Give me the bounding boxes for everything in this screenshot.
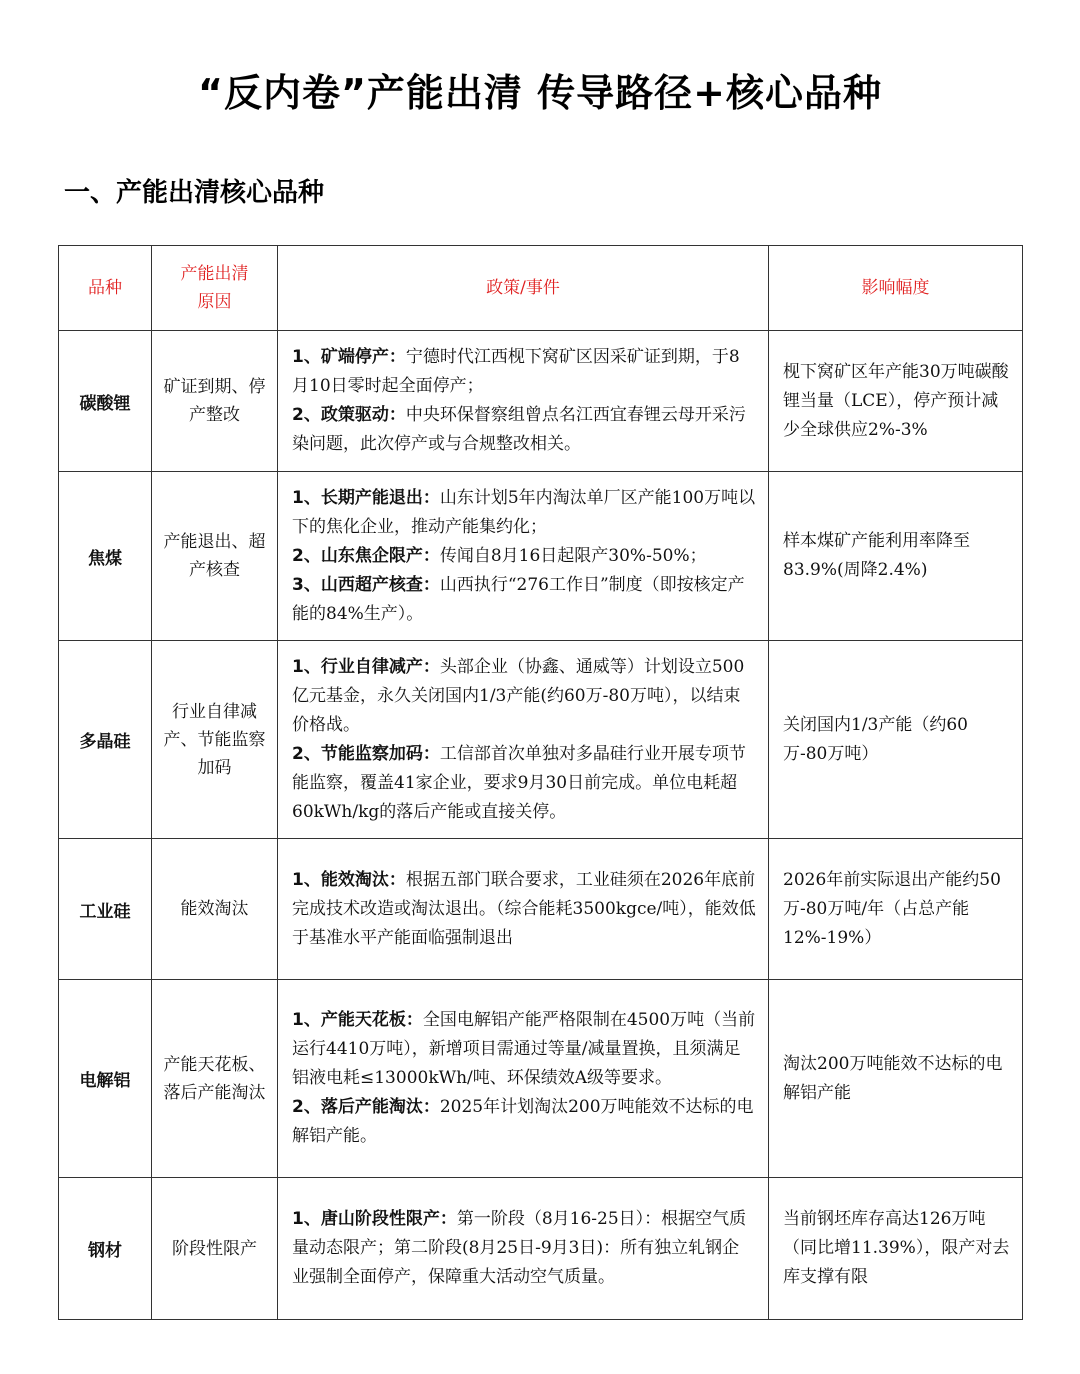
policy-item-text: 工信部首次单独对多晶硅行业开展专项节能监察，覆盖41家企业，要求9月30日前完成。单位电耗超60kWh/kg的落后产能或直接关停。 (292, 743, 746, 822)
policy-item-text: 传闻自8月16日起限产30%-50%； (439, 545, 707, 566)
header-reason-text: 产能出清原因 (180, 264, 249, 312)
variety-cell: 碳酸锂 (59, 331, 152, 472)
table-row (59, 641, 1023, 839)
policy-cell (278, 980, 769, 1178)
policy-item-label: 1、产能天花板： (292, 1010, 423, 1030)
impact-cell: 关闭国内1/3产能（约60万-80万吨） (769, 641, 1023, 839)
table-row (59, 472, 1023, 641)
policy-item-text: 2025年计划淘汰200万吨能效不达标的电解铝产能。 (292, 1097, 754, 1146)
policy-item-label: 2、政策驱动： (292, 405, 406, 425)
policy-item-text: 第一阶段（8月16-25日）：根据空气质量动态限产；第二阶段(8月25日-9月3日)：所有独立轧钢企业强制全面停产，保障重大活动空气质量。 (292, 1209, 747, 1287)
policy-item-text: 山东计划5年内淘汰单厂区产能100万吨以下的焦化企业，推动产能集约化； (292, 487, 756, 537)
impact-cell: 样本煤矿产能利用率降至83.9%(周降2.4%) (769, 472, 1023, 641)
variety-cell: 焦煤 (59, 472, 152, 641)
capacity-table (58, 245, 1023, 1320)
policy-item (292, 343, 756, 401)
policy-item-text: 根据五部门联合要求，工业硅须在2026年底前完成技术改造或淘汰退出。（综合能耗3500kgce/吨），能效低于基准水平产能面临强制退出 (292, 869, 756, 948)
impact-cell: 淘汰200万吨能效不达标的电解铝产能 (769, 980, 1023, 1178)
variety-cell: 多晶硅 (59, 641, 152, 839)
policy-item-label: 3、山西超产核查： (292, 574, 440, 595)
policy-cell (278, 472, 769, 641)
header-impact: 影响幅度 (769, 246, 1023, 331)
policy-item-label: 1、长期产能退出： (292, 487, 440, 508)
section-heading: 一、产能出清核心品种 (64, 178, 325, 208)
policy-item-label: 1、能效淘汰： (292, 869, 406, 890)
reason-cell: 行业自律减产、节能监察加码 (152, 641, 278, 839)
variety-cell: 工业硅 (59, 839, 152, 980)
policy-item (292, 1006, 756, 1093)
policy-item (292, 1205, 756, 1292)
header-reason (152, 246, 278, 331)
table-row (59, 980, 1023, 1178)
policy-item (292, 401, 756, 459)
policy-item-text: 全国电解铝产能严格限制在4500万吨（当前运行4410万吨），新增项目需通过等量/减量置换，且须满足铝液电耗≤13000kWh/吨、环保绩效A级等要求。 (292, 1010, 756, 1088)
policy-item (292, 1093, 756, 1151)
variety-cell: 钢材 (59, 1178, 152, 1320)
table-header-row (59, 246, 1023, 331)
policy-item-text: 宁德时代江西枧下窝矿区因采矿证到期，于8月10日零时起全面停产； (292, 347, 740, 396)
policy-item (292, 571, 756, 629)
impact-cell: 当前钢坯库存高达126万吨（同比增11.39%），限产对去库支撑有限 (769, 1178, 1023, 1320)
policy-item-label: 1、矿端停产： (292, 347, 406, 367)
policy-item-text: 山西执行“276工作日”制度（即按核定产能的84%生产）。 (292, 574, 745, 624)
policy-cell (278, 331, 769, 472)
policy-item (292, 542, 756, 571)
reason-cell: 能效淘汰 (152, 839, 278, 980)
policy-item-label: 1、行业自律减产： (292, 656, 440, 677)
table-row (59, 839, 1023, 980)
policy-cell (278, 1178, 769, 1320)
impact-cell: 枧下窝矿区年产能30万吨碳酸锂当量（LCE），停产预计减少全球供应2%-3% (769, 331, 1023, 472)
policy-item-label: 2、节能监察加码： (292, 743, 440, 764)
table-row (59, 331, 1023, 472)
policy-cell (278, 641, 769, 839)
header-policy: 政策/事件 (278, 246, 769, 331)
reason-cell: 产能退出、超产核查 (152, 472, 278, 641)
header-variety: 品种 (59, 246, 152, 331)
table-row (59, 1178, 1023, 1320)
policy-cell (278, 839, 769, 980)
policy-item-text: 中央环保督察组曾点名江西宜春锂云母开采污染问题，此次停产或与合规整改相关。 (292, 405, 746, 454)
reason-cell: 产能天花板、落后产能淘汰 (152, 980, 278, 1178)
policy-item (292, 866, 756, 953)
impact-cell: 2026年前实际退出产能约50万-80万吨/年（占总产能12%-19%） (769, 839, 1023, 980)
policy-item (292, 740, 756, 827)
policy-item-label: 2、山东焦企限产： (292, 545, 440, 566)
reason-cell: 矿证到期、停产整改 (152, 331, 278, 472)
page-title: “反内卷”产能出清 传导路径+核心品种 (197, 71, 883, 115)
policy-item-label: 2、落后产能淘汰： (292, 1097, 440, 1117)
variety-cell: 电解铝 (59, 980, 152, 1178)
policy-item (292, 484, 756, 542)
policy-item (292, 653, 756, 740)
policy-item-label: 1、唐山阶段性限产： (292, 1209, 457, 1229)
reason-cell: 阶段性限产 (152, 1178, 278, 1320)
policy-item-text: 头部企业（协鑫、通威等）计划设立500亿元基金，永久关闭国内1/3产能(约60万-80万吨），以结束价格战。 (292, 656, 745, 735)
